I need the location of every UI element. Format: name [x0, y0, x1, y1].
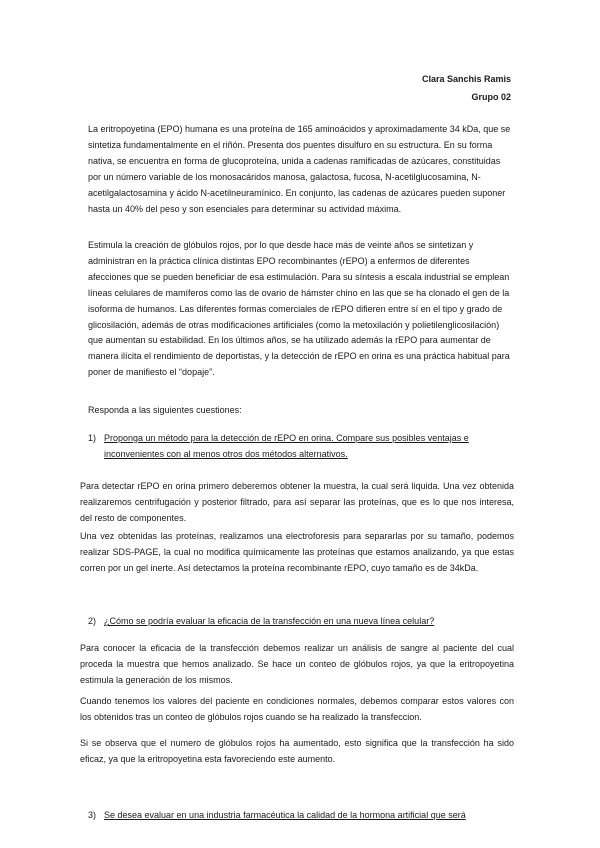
question-3 — [88, 808, 512, 824]
question-number: 1) — [88, 433, 97, 443]
answer-2-paragraph-3: Si se observa que el numero de glóbulos rojos ha aumentado, esto significa que la transfección ha sido eficaz, ya que la eritropoyetina esta favoreciendo este aumento. — [80, 738, 514, 764]
answer-2-paragraph-2: Cuando tenemos los valores del paciente en condiciones normales, debemos comparar estos valores con los obtenidos tras un conteo de glóbulos rojos cuando se ha realizado la transfeccion. — [80, 696, 514, 722]
instructions-line: Responda a las siguientes cuestiones: — [88, 405, 242, 415]
answer-1-paragraph-1: Para detectar rEPO en orina primero deberemos obtener la muestra, la cual será liquida. Una vez obtenida realizaremos centrifugación y posterior filtrado, para así separar las proteínas, que es lo que nos interesa, del resto de componentes. — [80, 481, 514, 523]
question-text: Se desea evaluar en una industria farmacéutica la calidad de la hormona artificial que será — [104, 810, 466, 820]
group-label: Grupo 02 — [471, 92, 511, 102]
question-number: 2) — [88, 616, 97, 626]
document-header — [422, 70, 511, 106]
intro-paragraph-1: La eritropoyetina (EPO) humana es una proteína de 165 aminoácidos y aproximadamente 34 kDa, que se sintetiza fundamentalmente en el riñón. Presenta dos puentes disulfuro en su estructura. En su forma nativa, se encuentra en forma de glucoproteína, unida a cadenas ramificadas de azúcares, constituidas por un número variable de los monosacáridos manosa, galactosa, fucosa, N-acetilglucosamina, N-acetilgalactosamina y ácido N-acetilneuramínico. En conjunto, las cadenas de azúcares pueden suponer hasta un 40% del peso y son esenciales para determinar su actividad máxima. — [88, 124, 511, 214]
answer-1-paragraph-2: Una vez obtenidas las proteínas, realizamos una electroforesis para separarlas por su tamaño, podemos realizar SDS-PAGE, la cual no modifica químicamente las proteínas que estamos analizando, ya que estas corren por un gel inerte. Así detectamos la proteína recombinante rEPO, cuyo tamaño es de 34kDa. — [80, 531, 514, 573]
question-2 — [88, 614, 512, 630]
answer-2-paragraph-1: Para conocer la eficacia de la transfección debemos realizar un análisis de sangre al paciente del cual proceda la muestra que hemos analizado. Se hace un conteo de glóbulos rojos, ya que la eritropoyetina estimula la generación de los mismos. — [80, 643, 514, 685]
question-text: Proponga un método para la detección de rEPO en orina. Compare sus posibles ventajas e inconvenientes con al menos otros dos métodos alternativos. — [104, 433, 469, 459]
question-number: 3) — [88, 810, 97, 820]
question-text: ¿Cómo se podría evaluar la eficacia de la transfección en una nueva línea celular? — [104, 616, 435, 626]
question-1 — [88, 431, 512, 463]
author-name: Clara Sanchis Ramis — [421, 74, 511, 84]
intro-paragraph-2: Estimula la creación de glóbulos rojos, por lo que desde hace más de veinte años se sintetizan y administran en la práctica clínica distintas EPO recombinantes (rEPO) a enfermos de diferentes afecciones que se pueden beneficiar de esa estimulación. Para su síntesis a escala industrial se emplean líneas celulares de mamíferos como las de ovario de hámster chino en las que se ha clonado el gen de la isoforma de humanos. Las diferentes formas comerciales de rEPO difieren entre sí en el tipo y grado de glicosilación, además de otras modificaciones artificiales (como la metoxilación y polietilenglicosilación) que aumentan su estabilidad. En los últimos años, se ha utilizado además la rEPO para aumentar de manera ilícita el rendimiento de deportistas, y la detección de rEPO en orina es una práctica habitual para poner de manifiesto el “dopaje”. — [88, 240, 510, 378]
